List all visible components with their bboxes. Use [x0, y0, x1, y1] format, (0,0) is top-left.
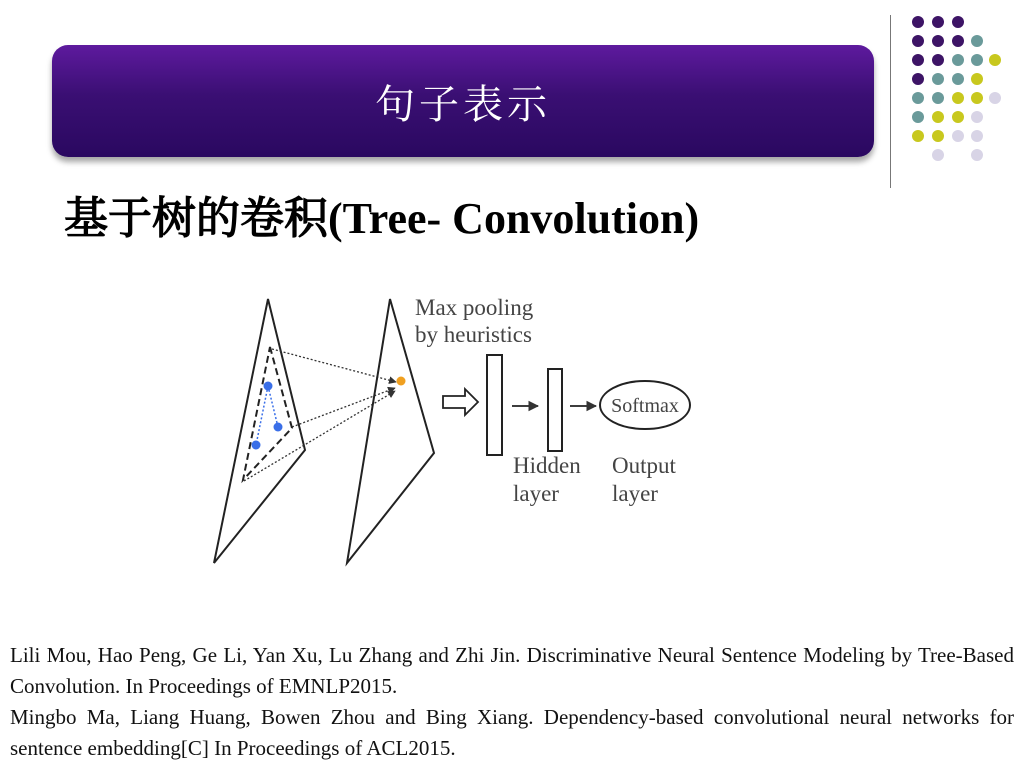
- hidden-layer-label-line2: layer: [513, 481, 559, 506]
- subtitle-chinese: 基于树的卷积: [64, 193, 328, 244]
- dot-row-7: [912, 130, 983, 142]
- hollow-arrow: [443, 389, 478, 415]
- softmax-label: Softmax: [611, 395, 679, 417]
- title-banner: [52, 45, 874, 157]
- slide-title: 句子表示: [375, 81, 551, 128]
- hidden-layer-label-line1: Hidden: [513, 453, 581, 478]
- first-layer-box: [487, 355, 502, 455]
- projection-lines: [244, 349, 396, 481]
- subtitle-english: (Tree- Convolution): [328, 194, 700, 243]
- dot-row-1: [912, 16, 964, 28]
- dot-row-2: [912, 35, 983, 47]
- divider-line: [890, 15, 891, 188]
- tree-edge: [256, 386, 268, 445]
- dot-row-5: [912, 92, 1001, 104]
- decorative-dot-grid: [900, 10, 1010, 170]
- tree-edge: [268, 386, 278, 427]
- reference-item: Mingbo Ma, Liang Huang, Bowen Zhou and Bing Xiang. Dependency-based convolutional neural networks for sentence embedding[C] In Proceedings of ACL2015.: [10, 705, 1014, 760]
- reference-item: Lili Mou, Hao Peng, Ge Li, Yan Xu, Lu Zhang and Zhi Jin. Discriminative Neural Sentence Modeling by Tree-Based Convolution. In Proceedings of EMNLP2015.: [10, 643, 1014, 698]
- slide-subtitle: [64, 182, 699, 246]
- references: [10, 640, 1014, 764]
- hidden-layer-box: [548, 369, 562, 451]
- tree-convolution-diagram: [200, 285, 710, 575]
- output-layer-label-line1: Output: [612, 453, 676, 478]
- max-pooling-label-line2: by heuristics: [415, 322, 532, 347]
- dot-row-3: [912, 54, 1001, 66]
- output-layer-label-line2: layer: [612, 481, 658, 506]
- dot-row-8: [932, 149, 983, 161]
- dot-row-4: [912, 73, 983, 85]
- dot-row-6: [912, 111, 983, 123]
- max-pooling-label-line1: Max pooling: [415, 295, 534, 320]
- pooled-node: [397, 377, 406, 386]
